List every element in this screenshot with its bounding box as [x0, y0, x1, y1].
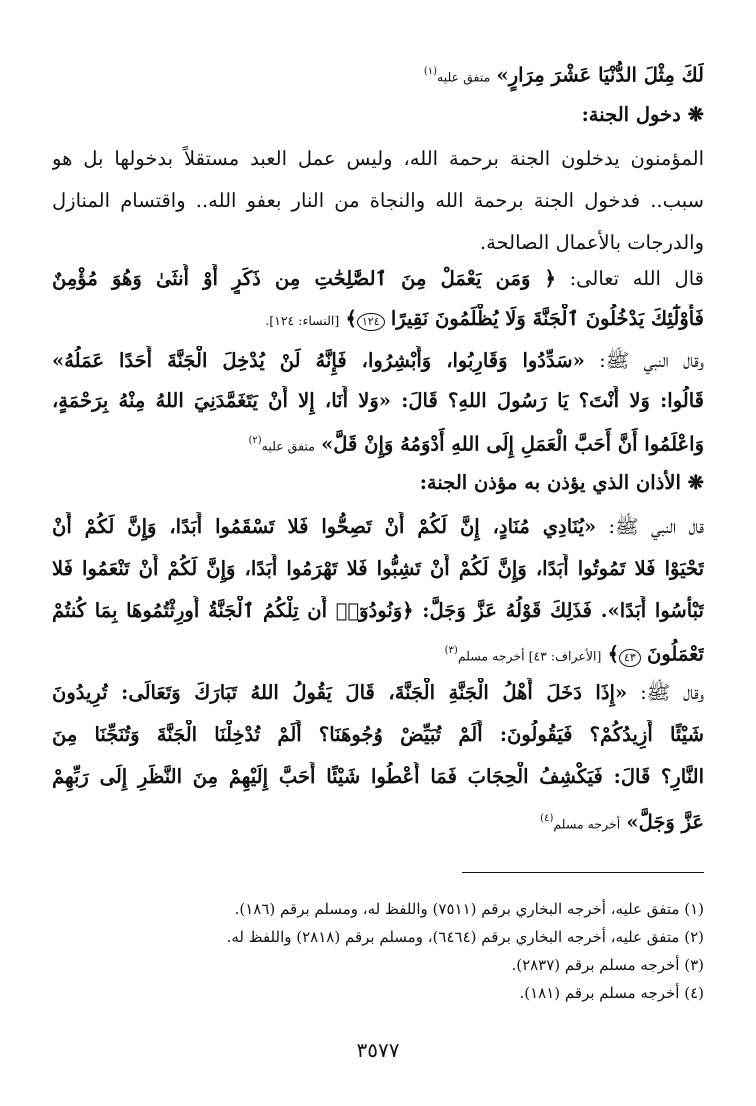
verse-reference: [النساء: ١٢٤].: [265, 313, 340, 328]
quote-intro: قال الله تعالى:: [555, 267, 704, 290]
ayah-number-marker: ٤٣: [619, 649, 641, 667]
hadith-ending-line: [52, 57, 704, 93]
source-note: متفق عليه: [437, 69, 491, 85]
hadith-line: [52, 346, 704, 376]
footnote-ref: (٣): [444, 645, 458, 656]
quran-text: فَأُوْلَٰٓئِكَ يَدْخُلُونَ ٱلْجَنَّةَ وَلَا يُظْلَمُونَ نَقِيرًا: [390, 307, 704, 330]
hadith-ending-text: لَكَ مِثْلَ الدُّنْيَا عَشْرَ مِرَارٍ»: [496, 63, 704, 87]
hadith-line: قَالُوا: وَلا أَنْتَ؟ يَا رَسُولَ اللهِ؟ قَالَ: «وَلا أَنَا، إِلا أَنْ يَتَغَمَّدَنِيَ اللهُ مِنْهُ بِرَحْمَةٍ،: [52, 389, 704, 412]
paragraph-line: سبب.. فدخول الجنة برحمة الله والنجاة من النار بعفو الله.. واقتسام المنازل: [52, 189, 704, 212]
quran-text: تَعْمَلُونَ: [647, 642, 704, 666]
section-heading-entering-paradise: ❋ دخول الجنة:: [581, 103, 704, 126]
quran-quote-line: [52, 264, 704, 294]
quran-quote-line: [52, 304, 704, 336]
quran-close-bracket: ﴾: [345, 307, 357, 330]
footnote: (٣) أخرجه مسلم برقم (٢٨٣٧).: [511, 956, 704, 974]
quran-text: ﴿ وَمَن يَعْمَلْ مِنَ ٱلصَّٰلِحَٰتِ مِن ذَكَرٍ أَوْ أُنثَىٰ وَهُوَ مُؤْمِنٌ: [52, 267, 556, 290]
footnote: (٤) أخرجه مسلم برقم (١٨١).: [519, 984, 704, 1002]
quran-close-bracket: ﴾: [607, 642, 619, 666]
hadith-text: وَاعْلَمُوا أَنَّ أَحَبَّ الْعَمَلِ إِلَى اللهِ أَدْوَمُهُ وَإِنْ قَلَّ»: [321, 432, 704, 456]
source-note: متفق عليه: [261, 438, 315, 454]
section-heading-call-of-paradise: ❋ الأذان الذي يؤذن به مؤذن الجنة:: [419, 471, 704, 494]
paragraph-line: والدرجات بالأعمال الصالحة.: [479, 231, 704, 254]
verse-reference: [الأعراف: ٤٣] أخرجه مسلم: [457, 648, 602, 664]
footnote-divider: [462, 872, 704, 873]
paragraph-line: المؤمنون يدخلون الجنة برحمة الله، وليس عمل العبد مستقلاً بدخولها بل هو: [52, 147, 704, 170]
hadith-line: [52, 678, 704, 708]
hadith-intro: قال النبي ﷺ:: [596, 515, 704, 538]
footnote-ref: (٢): [248, 435, 262, 446]
hadith-text: «سَدِّدُوا وَقَارِبُوا، وَأَبْشِرُوا، فَإِنَّهُ لَنْ يُدْخِلَ الْجَنَّةَ أَحَدًا عَمَلُهُ»: [52, 349, 585, 372]
hadith-line: شَيْئًا أَزِيدُكُمْ؟ فَيَقُولُونَ: أَلَمْ تُبَيِّضْ وُجُوهَنَا؟ أَلَمْ تُدْخِلْنَا الْجَنَّةَ وَتُنَجِّنَا مِنَ: [52, 723, 704, 746]
hadith-line: [52, 636, 704, 672]
footnote-ref: (٤): [540, 813, 554, 824]
hadith-intro: وقال النبي ﷺ:: [584, 349, 704, 372]
source-note: أخرجه مسلم: [553, 816, 621, 832]
hadith-line: [52, 426, 704, 462]
footnote: (١) متفق عليه، أخرجه البخاري برقم (٧٥١١) واللفظ له، ومسلم برقم (١٨٦).: [234, 900, 704, 918]
hadith-text: «يُنَادِي مُنَادٍ، إِنَّ لَكُمْ أَنْ تَصِحُّوا فَلا تَسْقَمُوا أَبَدًا، وَإِنَّ لَكُمْ أَنْ: [52, 515, 597, 538]
page-number: ٣٥٧٧: [356, 1038, 400, 1062]
ayah-number-marker: ١٢٤: [357, 313, 385, 331]
hadith-line: النَّارِ؟ قَالَ: فَيَكْشِفُ الْحِجَابَ فَمَا أُعْطُوا شَيْئًا أَحَبَّ إِلَيْهِمْ مِنَ النَّظَرِ إِلَى رَبِّهِمْ: [52, 765, 704, 788]
hadith-text: عَزَّ وَجَلَّ»: [626, 810, 704, 834]
hadith-line: [52, 512, 704, 542]
footnote: (٢) متفق عليه، أخرجه البخاري برقم (٦٤٦٤)، ومسلم برقم (٢٨١٨) واللفظ له.: [226, 928, 704, 946]
hadith-line: [52, 804, 704, 840]
hadith-line: تَبْأَسُوا أَبَدًا». فَذَلِكَ قَوْلُهُ عَزَّ وَجَلَّ: ﴿وَنُودُوٓا۟ أَن تِلْكُمُ ٱلْجَنَّةُ أُورِثْتُمُوهَا بِمَا كُنتُمْ: [52, 599, 704, 622]
footnote-ref: (١): [423, 66, 438, 77]
hadith-line: تَحْيَوْا فَلا تَمُوتُوا أَبَدًا، وَإِنَّ لَكُمْ أَنْ تَشِبُّوا فَلا تَهْرَمُوا أَبَدًا، وَإِنَّ لَكُمْ أَنْ تَنْعَمُوا فَلا: [52, 557, 704, 580]
hadith-intro: وقال ﷺ:: [627, 681, 704, 704]
hadith-text: «إِذَا دَخَلَ أَهْلُ الْجَنَّةِ الْجَنَّةَ، قَالَ يَقُولُ اللهُ تَبَارَكَ وَتَعَالَى: تُرِيدُونَ: [52, 681, 628, 704]
